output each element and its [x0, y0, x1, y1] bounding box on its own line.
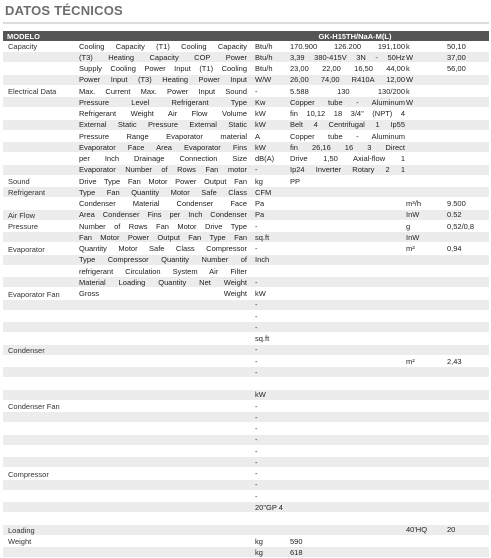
- row-unit: -: [255, 367, 258, 377]
- row-unit: Inch: [255, 255, 270, 265]
- row-unit-secondary: m²: [406, 244, 415, 253]
- row-unit: -: [255, 322, 258, 332]
- table-row: [3, 221, 489, 231]
- row-description: Supply Cooling Power Input (T1) Cooling: [79, 64, 247, 73]
- category-label: Sound: [8, 177, 30, 186]
- row-value-secondary: 56,00: [447, 64, 466, 73]
- table-row: [3, 525, 489, 535]
- table-row: [3, 75, 489, 85]
- row-unit: Kw: [255, 97, 266, 107]
- row-value-secondary: 9.500: [447, 199, 466, 208]
- row-unit: 20"GP 4: [255, 502, 283, 512]
- row-unit: -: [255, 446, 258, 456]
- row-unit: kg: [255, 547, 263, 557]
- table-row: [3, 109, 489, 119]
- table-row: [3, 311, 489, 321]
- row-unit-secondary: W: [406, 97, 414, 107]
- row-unit: Pa: [255, 199, 265, 208]
- row-unit: -: [255, 86, 258, 96]
- row-description: refrigerant Circulation System Air Filter: [79, 266, 247, 276]
- category-label: Electrical Data: [8, 87, 57, 96]
- row-unit: -: [255, 435, 258, 445]
- row-value-secondary: 0,52/0,8: [447, 221, 475, 231]
- row-unit-secondary: W: [406, 52, 414, 62]
- table-row: [3, 412, 489, 422]
- category-label: Weight: [8, 537, 32, 546]
- table-row: [3, 334, 489, 344]
- table-row: [3, 64, 489, 74]
- table-row: [3, 457, 489, 467]
- table-row: [3, 514, 489, 524]
- table-row: [3, 232, 489, 242]
- table-row: [3, 536, 489, 546]
- spec-table: [3, 31, 489, 557]
- table-row: [3, 277, 489, 287]
- page-title: DATOS TÉCNICOS: [5, 3, 123, 18]
- row-unit: -: [255, 277, 258, 287]
- row-value: Copper tube - Aluminum: [290, 97, 405, 107]
- row-description: Quantity Motor Safe Class Compressor: [79, 244, 247, 253]
- row-description: Type Fan Quantity Motor Safe Class: [79, 187, 247, 197]
- table-row: [3, 367, 489, 377]
- table-row: [3, 435, 489, 445]
- row-value-secondary: 20: [447, 525, 456, 535]
- row-description: Cooling Capacity (T1) Cooling Capacity: [79, 41, 247, 51]
- table-row: [3, 131, 489, 141]
- row-value: 26,00 74,00 R410A 12,00: [290, 75, 405, 85]
- table-row: [3, 210, 489, 220]
- row-unit-secondary: 40'HQ: [406, 525, 428, 535]
- model-label: MODELO: [7, 32, 40, 41]
- table-row: [3, 379, 489, 389]
- row-unit: -: [255, 165, 258, 175]
- row-unit: -: [255, 424, 258, 433]
- row-description: Area Condenser Fins per Inch Condenser: [79, 210, 247, 220]
- table-row: [3, 266, 489, 276]
- row-description: Refrigerant Weight Air Flow Volume: [79, 109, 247, 118]
- category-label: Condenser: [8, 345, 45, 355]
- category-label: Air Flow: [8, 210, 36, 220]
- table-row: [3, 289, 489, 299]
- row-value-secondary: 37,00: [447, 52, 466, 62]
- category-label: Evaporator Fan: [8, 289, 60, 299]
- row-description: Material Loading Quantity Net Weight: [79, 277, 247, 287]
- row-value-secondary: 50,10: [447, 41, 466, 51]
- row-value: fin 26,16 16 3 Direct: [290, 142, 405, 152]
- category-label: Loading: [8, 525, 35, 535]
- row-value: 590: [290, 536, 303, 546]
- row-unit-secondary: g: [406, 221, 411, 231]
- row-description: Evaporator Number of Rows Fan motor: [79, 165, 247, 175]
- row-value: Ip24 Inverter Rotary 2 1: [290, 165, 405, 175]
- row-value: Copper tube - Aluminum: [290, 131, 405, 141]
- model-code: GK-H15TH/NaA-M(L): [318, 32, 392, 41]
- row-unit: kg: [255, 176, 263, 186]
- row-unit: CFM: [255, 187, 272, 197]
- row-description: Max. Current Max. Power Input Sound: [79, 86, 247, 96]
- row-value-secondary: 0.52: [447, 210, 462, 220]
- row-unit: -: [255, 311, 258, 321]
- table-row: [3, 322, 489, 332]
- table-row: [3, 97, 489, 107]
- row-unit-secondary: k: [406, 64, 410, 73]
- row-unit-secondary: InW: [406, 210, 420, 220]
- row-description: Gross Weight: [79, 289, 247, 298]
- table-row: [3, 187, 489, 197]
- row-description: Evaporator Face Area Evaporator Fins: [79, 142, 247, 152]
- row-unit-secondary: m³/h: [406, 199, 421, 208]
- row-description: per Inch Drainage Connection Size: [79, 154, 247, 163]
- row-description: Type Compressor Quantity Number of: [79, 255, 247, 265]
- row-unit-secondary: m²: [406, 356, 415, 366]
- row-value-secondary: 2,43: [447, 356, 462, 366]
- row-unit-secondary: W: [406, 75, 414, 85]
- row-unit: A: [255, 131, 261, 141]
- table-header: [3, 31, 489, 41]
- category-label: Capacity: [8, 42, 38, 51]
- row-description: (T3) Heating Capacity COP Power: [79, 52, 247, 62]
- row-unit: W/W: [255, 75, 272, 85]
- row-unit: -: [255, 401, 258, 411]
- table-row: [3, 502, 489, 512]
- row-value: PP: [290, 176, 301, 186]
- row-unit: dB(A): [255, 154, 275, 163]
- row-value-secondary: 0,94: [447, 244, 462, 253]
- table-row: [3, 120, 489, 130]
- row-unit: -: [255, 412, 258, 422]
- row-unit: -: [255, 221, 258, 231]
- table-row: [3, 390, 489, 400]
- row-unit: kW: [255, 289, 266, 298]
- category-label: Condenser Fan: [8, 402, 60, 411]
- row-value: 5.588 130 130/200: [290, 86, 405, 96]
- row-value: 170.900 126.200 191,100: [290, 41, 405, 51]
- row-unit: kW: [255, 390, 266, 400]
- row-value: 23,00 22,00 16,50 44,00: [290, 64, 405, 73]
- row-unit: -: [255, 469, 258, 478]
- category-label: Refrigerant: [8, 188, 46, 198]
- table-row: [3, 154, 489, 164]
- row-description: Pressure Level Refrigerant Type: [79, 97, 247, 107]
- row-unit: -: [255, 457, 258, 467]
- table-row: [3, 165, 489, 175]
- row-value: Belt 4 Centrifugal 1 Ip55: [290, 120, 405, 130]
- category-label: Evaporator: [8, 244, 45, 254]
- row-unit-secondary: k: [406, 41, 410, 51]
- row-unit: -: [255, 244, 258, 253]
- table-row: [3, 142, 489, 152]
- table-row: [3, 491, 489, 501]
- row-unit-secondary: k: [406, 86, 410, 96]
- table-row: [3, 41, 489, 51]
- table-row: [3, 469, 489, 479]
- row-unit: -: [255, 345, 258, 355]
- row-description: Number of Rows Fan Motor Drive Type: [79, 221, 247, 231]
- row-description: Pressure Range Evaporator material: [79, 131, 247, 141]
- row-description: Fan Motor Power Output Fan Type Fan: [79, 232, 247, 242]
- table-row: [3, 480, 489, 490]
- table-row: [3, 345, 489, 355]
- table-row: [3, 300, 489, 310]
- row-unit: -: [255, 300, 258, 310]
- table-row: [3, 424, 489, 434]
- row-unit: kW: [255, 109, 266, 118]
- table-row: [3, 199, 489, 209]
- row-value: fin 10,12 18 3/4" (NPT) 4: [290, 109, 405, 118]
- row-unit-secondary: InW: [406, 232, 420, 242]
- row-unit: kW: [255, 120, 266, 130]
- table-row: [3, 52, 489, 62]
- row-description: External Static Pressure External Static: [79, 120, 247, 130]
- category-label: Compressor: [8, 469, 49, 479]
- table-row: [3, 255, 489, 265]
- table-row: [3, 356, 489, 366]
- row-unit: sq.ft: [255, 232, 270, 242]
- row-unit: Pa: [255, 210, 265, 220]
- title-divider: [3, 22, 489, 24]
- table-row: [3, 446, 489, 456]
- row-description: Drive Type Fan Motor Power Output Fan: [79, 176, 247, 186]
- row-value: 3,39 380-415V 3N - 50Hz: [290, 52, 405, 62]
- table-row: [3, 547, 489, 557]
- row-unit: Btu/h: [255, 41, 273, 51]
- table-row: [3, 176, 489, 186]
- table-row: [3, 86, 489, 96]
- row-unit: -: [255, 356, 258, 366]
- row-description: Condenser Material Condenser Face: [79, 199, 247, 208]
- row-unit: -: [255, 491, 258, 501]
- row-unit: Btu/h: [255, 64, 273, 73]
- row-value: Drive 1,50 Axial-flow 1: [290, 154, 405, 163]
- table-row: [3, 401, 489, 411]
- row-unit: sq.ft: [255, 334, 270, 343]
- table-row: [3, 244, 489, 254]
- category-label: Pressure: [8, 222, 39, 231]
- row-unit: kW: [255, 142, 266, 152]
- row-unit: Btu/h: [255, 52, 273, 62]
- row-unit: kg: [255, 536, 263, 546]
- row-value: 618: [290, 547, 303, 557]
- row-description: Power Input (T3) Heating Power Input: [79, 75, 247, 85]
- row-unit: -: [255, 480, 258, 490]
